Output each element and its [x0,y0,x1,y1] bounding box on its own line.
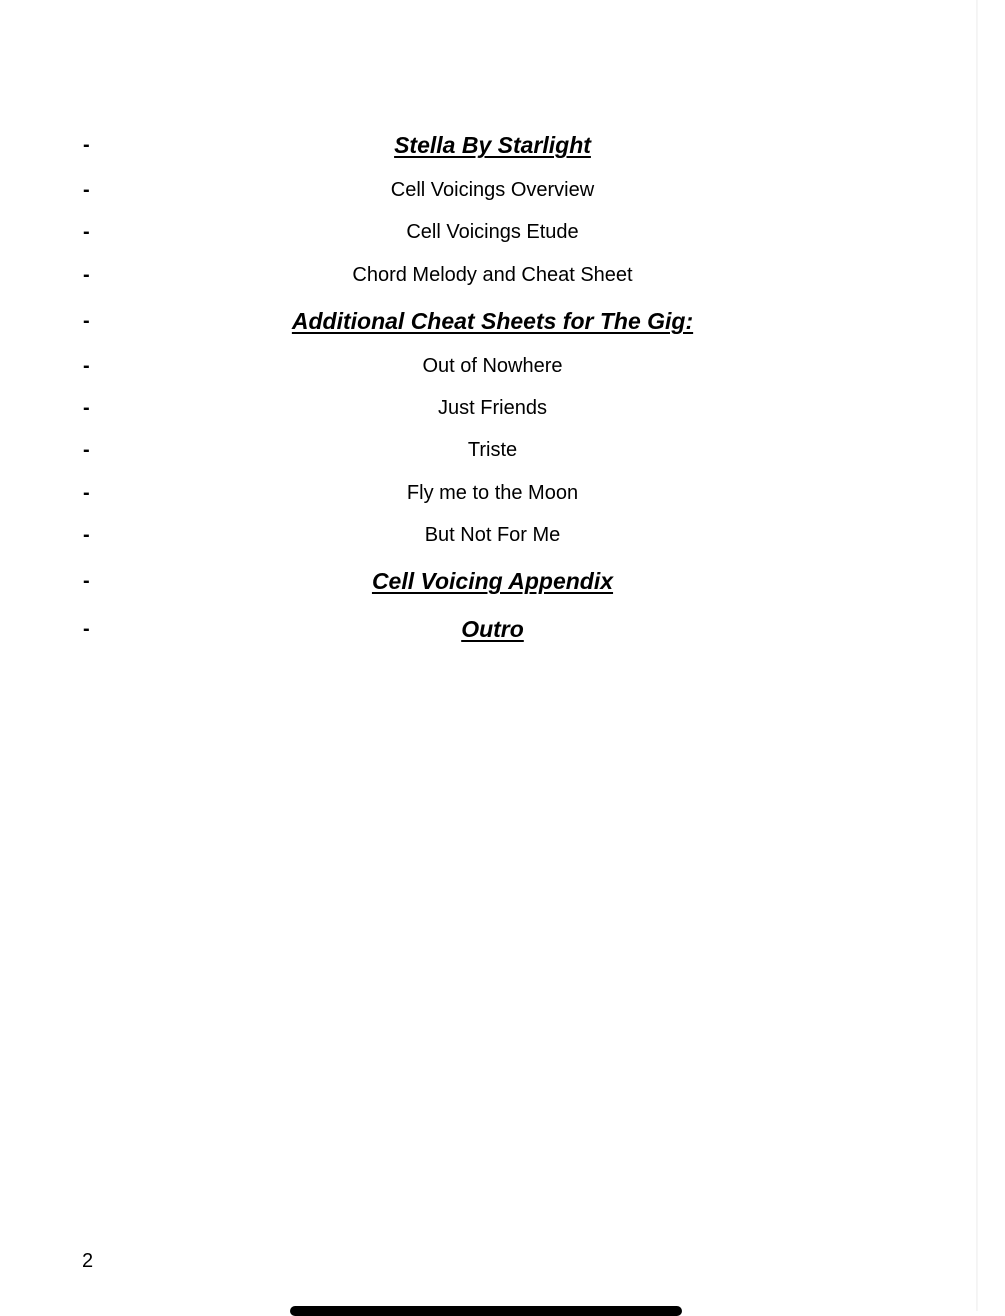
list-bullet: - [83,397,90,419]
list-bullet: - [83,221,90,243]
toc-entry-cell-voicings-overview[interactable] [0,173,1005,207]
toc-entry-additional-cheat-sheets[interactable] [0,304,1005,338]
toc-entry-fly-me-to-the-moon[interactable] [0,476,1005,510]
toc-entry-stella-by-starlight[interactable] [0,128,1005,162]
page-edge-divider [976,0,978,1311]
list-bullet: - [83,618,90,640]
list-bullet: - [83,524,90,546]
toc-entry-chord-melody-cheat-sheet[interactable] [0,258,1005,292]
toc-heading-label: Stella By Starlight [394,132,591,158]
toc-item-label: Chord Melody and Cheat Sheet [352,264,633,286]
toc-entry-out-of-nowhere[interactable] [0,349,1005,383]
list-bullet: - [83,482,90,504]
toc-entry-triste[interactable] [0,433,1005,467]
toc-item-label: Out of Nowhere [422,355,563,377]
toc-entry-cell-voicings-etude[interactable] [0,215,1005,249]
list-bullet: - [83,134,90,156]
toc-entry-just-friends[interactable] [0,391,1005,425]
list-bullet: - [83,310,90,332]
home-indicator-bar[interactable] [290,1306,682,1316]
toc-entry-cell-voicing-appendix[interactable] [0,564,1005,598]
list-bullet: - [83,179,90,201]
toc-entry-outro[interactable] [0,612,1005,646]
toc-item-label: Fly me to the Moon [406,482,579,504]
toc-item-label: Cell Voicings Overview [390,179,595,201]
toc-item-label: But Not For Me [424,524,561,546]
list-bullet: - [83,355,90,377]
toc-heading-label: Outro [461,616,524,642]
toc-heading-label: Additional Cheat Sheets for The Gig: [291,308,694,334]
list-bullet: - [83,264,90,286]
toc-entry-but-not-for-me[interactable] [0,518,1005,552]
page-number: 2 [82,1250,94,1272]
toc-heading-label: Cell Voicing Appendix [371,568,614,594]
toc-item-label: Just Friends [438,397,547,419]
toc-item-label: Triste [467,439,518,461]
list-bullet: - [83,439,90,461]
toc-item-label: Cell Voicings Etude [406,221,579,243]
list-bullet: - [83,570,90,592]
